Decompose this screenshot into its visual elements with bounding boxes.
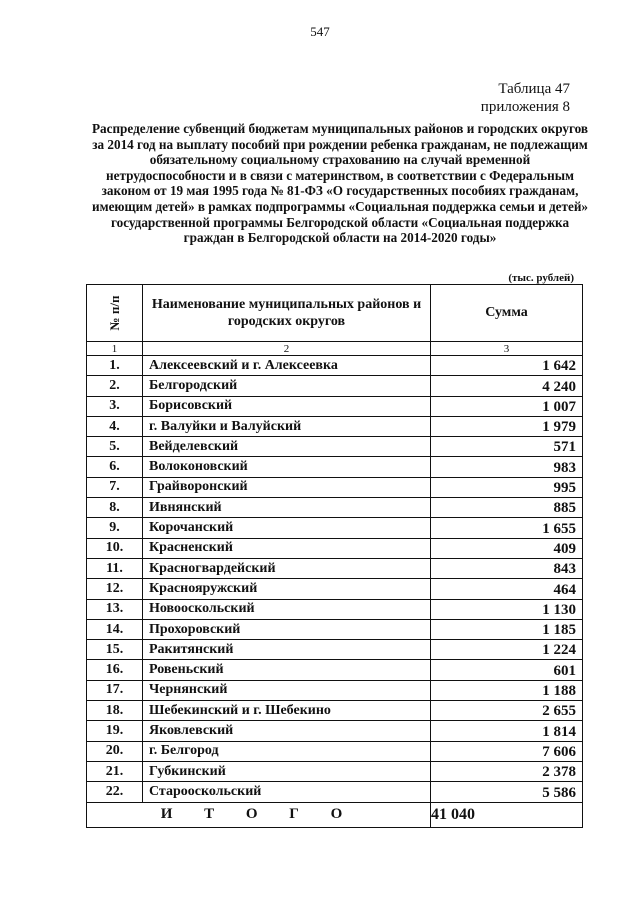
table-body [87, 356, 583, 803]
row-number: 13. [87, 599, 143, 619]
table-row [87, 782, 583, 802]
table-label-line2: приложения 8 [480, 99, 570, 115]
row-number: 3. [87, 396, 143, 416]
district-name: Шебекинский и г. Шебекино [143, 701, 431, 721]
row-number: 16. [87, 660, 143, 680]
table-row [87, 660, 583, 680]
table-row [87, 437, 583, 457]
unit-label: (тыс. рублей) [508, 272, 574, 284]
row-number: 18. [87, 701, 143, 721]
column-numbers-row [87, 342, 583, 356]
district-name: г. Белгород [143, 741, 431, 761]
table-row [87, 579, 583, 599]
row-number: 6. [87, 457, 143, 477]
row-number: 4. [87, 416, 143, 436]
table-row [87, 518, 583, 538]
row-sum: 1 979 [431, 416, 583, 436]
total-sum: 41 040 [431, 802, 583, 827]
district-name: Ивнянский [143, 498, 431, 518]
district-name: Ровеньский [143, 660, 431, 680]
table-row [87, 721, 583, 741]
table-header-row [87, 285, 583, 342]
column-number: 1 [87, 342, 143, 356]
row-sum: 1 185 [431, 619, 583, 639]
table-row [87, 761, 583, 781]
row-sum: 1 814 [431, 721, 583, 741]
district-name: Ракитянский [143, 640, 431, 660]
district-name: Чернянский [143, 680, 431, 700]
row-number: 11. [87, 558, 143, 578]
row-number: 5. [87, 437, 143, 457]
district-name: Красногвардейский [143, 558, 431, 578]
row-number: 14. [87, 619, 143, 639]
district-name: Вейделевский [143, 437, 431, 457]
district-name: Прохоровский [143, 619, 431, 639]
row-number: 2. [87, 376, 143, 396]
row-sum: 4 240 [431, 376, 583, 396]
row-sum: 601 [431, 660, 583, 680]
subsidy-table [86, 284, 583, 828]
row-sum: 885 [431, 498, 583, 518]
district-name: Красненский [143, 538, 431, 558]
table-row [87, 619, 583, 639]
district-name: Волоконовский [143, 457, 431, 477]
table-row [87, 498, 583, 518]
row-sum: 571 [431, 437, 583, 457]
row-sum: 1 007 [431, 396, 583, 416]
district-name: Корочанский [143, 518, 431, 538]
row-sum: 1 130 [431, 599, 583, 619]
column-number: 3 [431, 342, 583, 356]
table-row [87, 416, 583, 436]
table-row [87, 680, 583, 700]
header-name: Наименование муниципальных районов и городских округов [143, 285, 431, 342]
table-row [87, 599, 583, 619]
row-number: 10. [87, 538, 143, 558]
row-number: 19. [87, 721, 143, 741]
column-number: 2 [143, 342, 431, 356]
row-number: 7. [87, 477, 143, 497]
document-title: Распределение субвенций бюджетам муниципальных районов и городских округов за 2014 год на выплату пособий при рождении ребенка гражданам, не подлежащим обязательному социальному страхованию на случай временной нетрудоспособности и в связи с материнством, в соответствии с Федеральным законом от 19 мая 1995 года № 81-ФЗ «О государственных пособиях гражданам, имеющим детей» в рамках подпрограммы «Социальная поддержка семьи и детей» государственной программы Белгородской области «Социальная поддержка граждан в Белгородской области на 2014-2020 годы» [91, 121, 589, 246]
row-sum: 1 188 [431, 680, 583, 700]
row-sum: 464 [431, 579, 583, 599]
row-sum: 843 [431, 558, 583, 578]
row-number: 9. [87, 518, 143, 538]
row-number: 1. [87, 356, 143, 376]
district-name: г. Валуйки и Валуйский [143, 416, 431, 436]
header-sum: Сумма [431, 285, 583, 342]
row-sum: 409 [431, 538, 583, 558]
district-name: Яковлевский [143, 721, 431, 741]
row-number: 21. [87, 761, 143, 781]
table-row [87, 356, 583, 376]
header-num-label: № п/п [106, 295, 122, 331]
row-number: 20. [87, 741, 143, 761]
table-row [87, 538, 583, 558]
table-label [481, 80, 570, 116]
row-number: 22. [87, 782, 143, 802]
header-num [87, 285, 143, 342]
row-number: 17. [87, 680, 143, 700]
page-number: 547 [310, 24, 330, 39]
table-row [87, 701, 583, 721]
row-sum: 7 606 [431, 741, 583, 761]
total-label: И Т О Г О [87, 802, 431, 827]
row-number: 12. [87, 579, 143, 599]
row-sum: 2 655 [431, 701, 583, 721]
district-name: Борисовский [143, 396, 431, 416]
district-name: Старооскольский [143, 782, 431, 802]
table-row [87, 558, 583, 578]
district-name: Губкинский [143, 761, 431, 781]
table-row [87, 741, 583, 761]
table-row [87, 376, 583, 396]
total-row [87, 802, 583, 827]
row-sum: 1 224 [431, 640, 583, 660]
district-name: Новооскольский [143, 599, 431, 619]
row-sum: 995 [431, 477, 583, 497]
table-row [87, 457, 583, 477]
table-label-line1: Таблица 47 [498, 81, 570, 97]
row-number: 8. [87, 498, 143, 518]
row-sum: 983 [431, 457, 583, 477]
row-sum: 1 655 [431, 518, 583, 538]
table-row [87, 477, 583, 497]
row-sum: 2 378 [431, 761, 583, 781]
row-sum: 1 642 [431, 356, 583, 376]
table-row [87, 396, 583, 416]
table-row [87, 640, 583, 660]
district-name: Грайворонский [143, 477, 431, 497]
district-name: Белгородский [143, 376, 431, 396]
district-name: Алексеевский и г. Алексеевка [143, 356, 431, 376]
row-sum: 5 586 [431, 782, 583, 802]
district-name: Краснояружский [143, 579, 431, 599]
row-number: 15. [87, 640, 143, 660]
